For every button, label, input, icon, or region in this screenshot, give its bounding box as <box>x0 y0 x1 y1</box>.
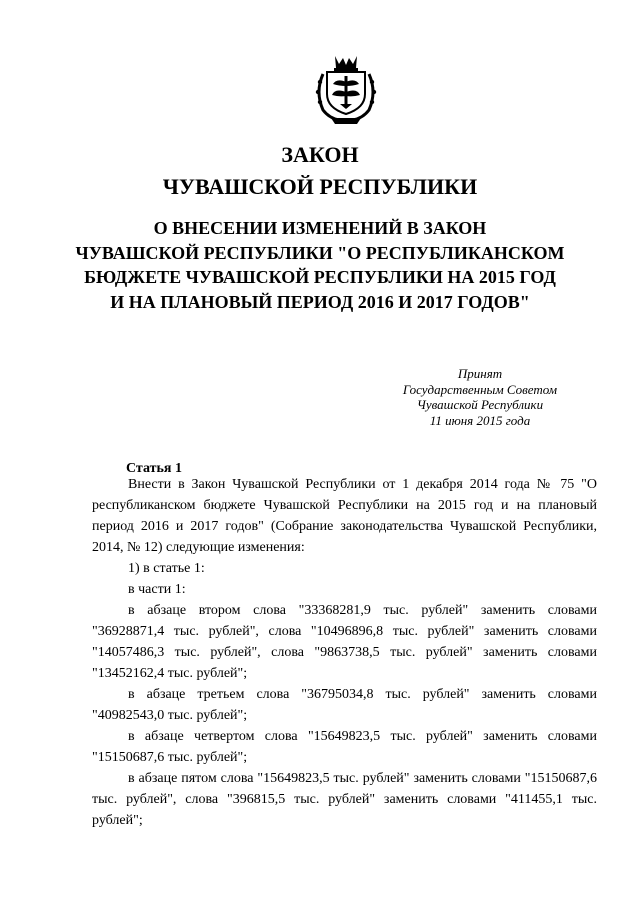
paragraph: Внести в Закон Чувашской Республики от 1 декабря 2014 года № 75 "О республиканском бюджете Чувашской Республики на 2015 год и на плановый период 2016 и 2017 годов" (Собрание законодательства Чувашской Республики, 2014, № 12) следующие изменения: <box>92 477 597 555</box>
subtitle-line: ЧУВАШСКОЙ РЕСПУБЛИКИ "О РЕСПУБЛИКАНСКОМ <box>75 242 565 263</box>
law-subtitle <box>0 216 640 314</box>
article-title: Статья 1 <box>126 461 182 476</box>
subtitle-line: БЮДЖЕТЕ ЧУВАШСКОЙ РЕСПУБЛИКИ НА 2015 ГОД <box>84 267 556 287</box>
adoption-note <box>395 366 565 428</box>
adoption-line: Принят <box>457 366 503 381</box>
paragraph: в абзаце пятом слова "15649823,5 тыс. рублей" заменить словами "15150687,6 тыс. рублей", слова "396815,5 тыс. рублей" заменить словами "411455,1 тыс. рублей"; <box>92 771 597 828</box>
adoption-line: Государственным Советом <box>402 381 558 397</box>
paragraph: 1) в статье 1: <box>128 561 205 576</box>
subtitle-line: И НА ПЛАНОВЫЙ ПЕРИОД 2016 И 2017 ГОДОВ" <box>110 291 530 312</box>
subtitle-line: О ВНЕСЕНИИ ИЗМЕНЕНИЙ В ЗАКОН <box>153 218 487 238</box>
law-title: ЗАКОН <box>281 142 359 167</box>
adoption-line: Чувашской Республики <box>416 397 544 412</box>
paragraph: в части 1: <box>128 582 186 597</box>
paragraph: в абзаце четвертом слова "15649823,5 тыс. рублей" заменить словами "15150687,6 тыс. рублей"; <box>92 729 597 765</box>
paragraph: в абзаце третьем слова "36795034,8 тыс. рублей" заменить словами "40982543,0 тыс. рублей"; <box>92 687 597 723</box>
adoption-date: 11 июня 2015 года <box>429 412 531 428</box>
article-body <box>92 474 597 831</box>
law-issuer-title: ЧУВАШСКОЙ РЕСПУБЛИКИ <box>162 174 478 199</box>
paragraph: в абзаце втором слова "33368281,9 тыс. рублей" заменить словами "36928871,4 тыс. рублей", слова "10496896,8 тыс. рублей" заменить словами "14057486,3 тыс. рублей", слова "9863738,5 тыс. рублей" заменить словами "13452162,4 тыс. рублей"; <box>92 603 597 681</box>
chuvash-republic-emblem-icon <box>313 52 379 126</box>
